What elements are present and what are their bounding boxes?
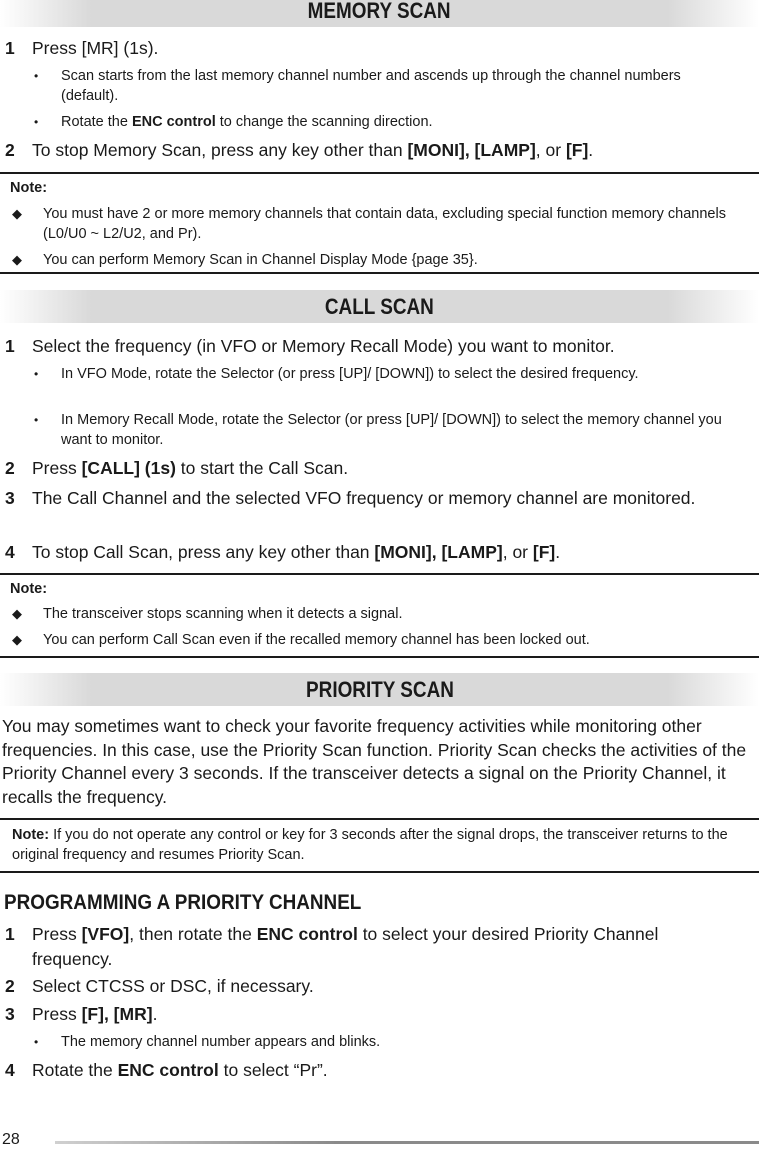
step-number: 4: [5, 542, 15, 562]
step-text: Press [CALL] (1s) to start the Call Scan.: [32, 458, 349, 478]
step-text: Rotate the ENC control to select “Pr”.: [32, 1060, 328, 1080]
step-text: To stop Call Scan, press any key other than [MONI], [LAMP], or [F].: [32, 542, 561, 562]
diamond-bullet-icon: ◆: [12, 252, 22, 267]
note-divider: [0, 871, 759, 873]
page-number: 28: [2, 1131, 20, 1148]
step-text: To stop Memory Scan, press any key other than [MONI], [LAMP], or [F].: [32, 140, 594, 160]
memory-scan-header: [0, 0, 759, 27]
bullet-icon: •: [34, 1035, 39, 1049]
note-text: You can perform Call Scan even if the recalled memory channel has been locked out.: [43, 632, 590, 648]
bullet-icon: •: [34, 413, 39, 427]
priority-scan-title: PRIORITY SCAN: [305, 677, 454, 702]
memory-scan-note-label: Note:: [10, 180, 48, 196]
memory-scan-title: MEMORY SCAN: [308, 0, 451, 23]
bullet-text: The memory channel number appears and blinks.: [61, 1034, 381, 1050]
step-number: 1: [5, 336, 15, 356]
note-divider: [0, 172, 759, 174]
step-text: Press [VFO], then rotate the ENC control to select your desired Priority Channel frequency.: [32, 924, 659, 969]
step-text: Press [MR] (1s).: [32, 38, 159, 58]
call-scan-header: [0, 290, 759, 323]
bullet-text: Rotate the ENC control to change the scanning direction.: [61, 114, 433, 130]
step-number: 2: [5, 976, 15, 996]
bullet-icon: •: [34, 115, 39, 129]
note-text: The transceiver stops scanning when it detects a signal.: [43, 606, 403, 622]
bullet-text: Scan starts from the last memory channel number and ascends up through the channel numbers (default).: [61, 68, 681, 104]
call-scan-title: CALL SCAN: [325, 294, 434, 319]
note-divider: [0, 656, 759, 658]
step-number: 3: [5, 488, 15, 508]
step-number: 4: [5, 1060, 15, 1080]
step-number: 1: [5, 38, 15, 58]
step-text: Select CTCSS or DSC, if necessary.: [32, 976, 314, 996]
step-number: 1: [5, 924, 15, 944]
step-number: 3: [5, 1004, 15, 1024]
step-text: Press [F], [MR].: [32, 1004, 158, 1024]
note-text: You must have 2 or more memory channels that contain data, excluding special function memory channels (L0/U0 ~ L2/U2, and Pr).: [43, 206, 726, 242]
bullet-icon: •: [34, 69, 39, 83]
diamond-bullet-icon: ◆: [12, 606, 22, 621]
step-number: 2: [5, 458, 15, 478]
step-text: The Call Channel and the selected VFO frequency or memory channel are monitored.: [32, 488, 696, 508]
note-divider: [0, 573, 759, 575]
note-divider: [0, 818, 759, 820]
priority-scan-header: [0, 673, 759, 706]
bullet-icon: •: [34, 367, 39, 381]
priority-scan-paragraph: You may sometimes want to check your favorite frequency activities while monitoring other frequencies. In this case, use the Priority Scan function. Priority Scan checks the activities of the Priority Channel every 3 seconds. If the transceiver detects a signal on the Priority Channel, it recalls the frequency.: [2, 716, 747, 807]
footer-rule: [55, 1141, 759, 1144]
diamond-bullet-icon: ◆: [12, 206, 22, 221]
priority-scan-note: Note: If you do not operate any control or key for 3 seconds after the signal drops, the transceiver returns to the original frequency and resumes Priority Scan.: [12, 827, 728, 863]
note-divider: [0, 272, 759, 274]
bullet-text: In Memory Recall Mode, rotate the Selector (or press [UP]/ [DOWN]) to select the memory channel you want to monitor.: [61, 412, 722, 448]
bullet-text: In VFO Mode, rotate the Selector (or press [UP]/ [DOWN]) to select the desired frequency.: [61, 366, 639, 382]
step-number: 2: [5, 140, 15, 160]
programming-heading: PROGRAMMING A PRIORITY CHANNEL: [4, 891, 362, 914]
step-text: Select the frequency (in VFO or Memory Recall Mode) you want to monitor.: [32, 336, 615, 356]
call-scan-note-label: Note:: [10, 581, 48, 597]
note-text: You can perform Memory Scan in Channel Display Mode {page 35}.: [43, 252, 478, 268]
diamond-bullet-icon: ◆: [12, 632, 22, 647]
